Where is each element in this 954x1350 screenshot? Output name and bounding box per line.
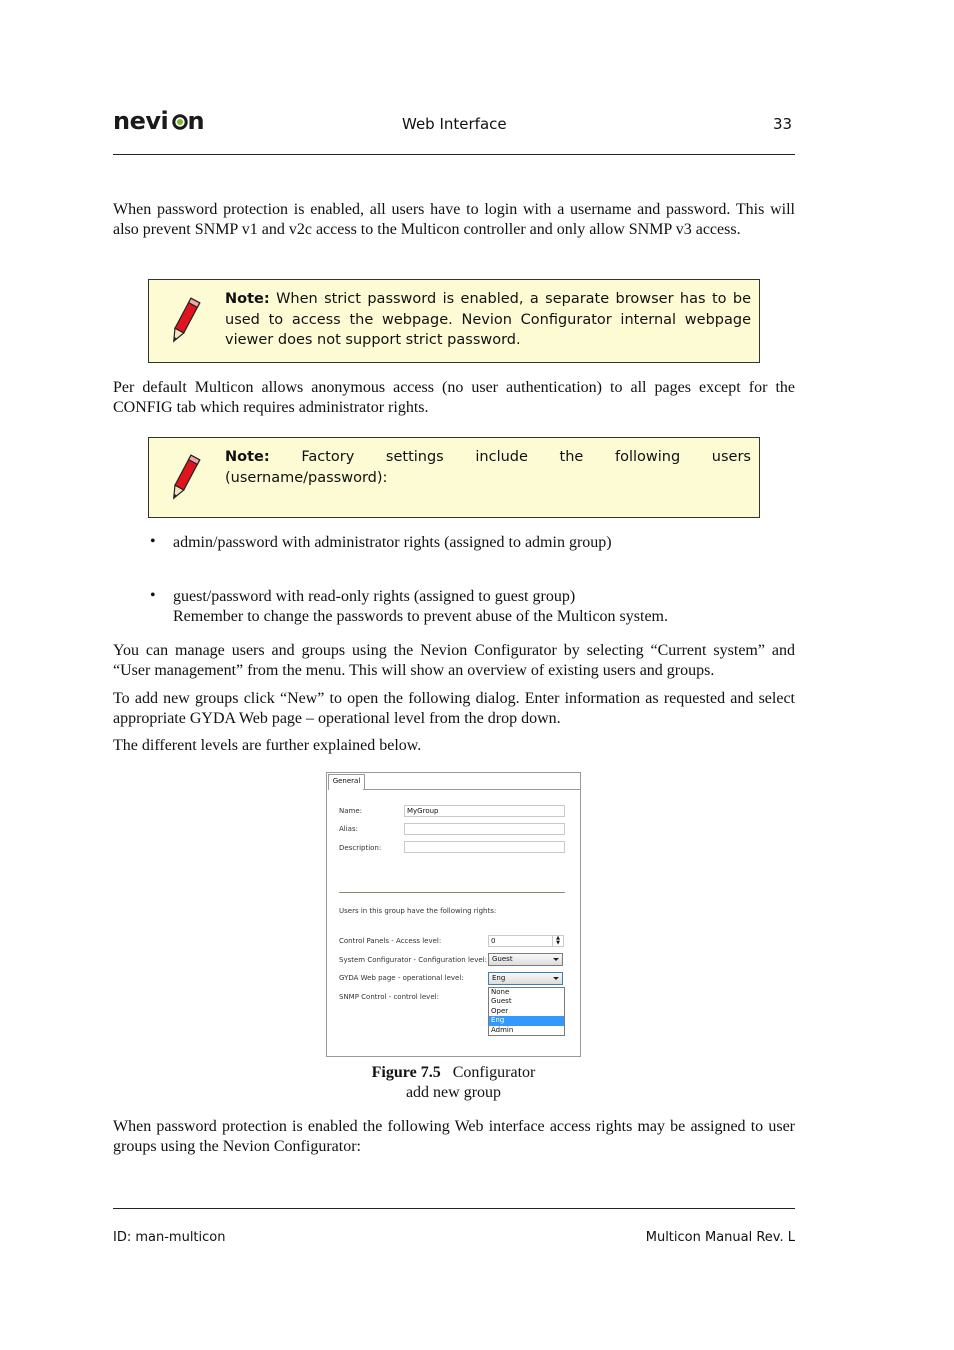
dropdown-option-oper[interactable]: Oper — [491, 1006, 509, 1015]
figure-caption-label: Figure 7.5 — [371, 1064, 441, 1081]
name-label: Name: — [339, 807, 363, 815]
note-text-strict-password — [225, 289, 751, 351]
page-number: 33 — [773, 115, 793, 133]
configurator-dialog-screenshot — [326, 772, 581, 1057]
dropdown-option-admin[interactable]: Admin — [491, 1025, 514, 1034]
chevron-down-icon — [553, 958, 559, 961]
dropdown-option-guest[interactable]: Guest — [491, 997, 512, 1006]
footer-manual-revision: Multicon Manual Rev. L — [645, 1230, 795, 1245]
pencil-icon — [167, 451, 203, 503]
nevion-logo-graphic — [113, 108, 207, 134]
paragraph-anonymous-access: Per default Multicon allows anonymous access (no user authentication) to all pages except for the CONFIG tab which requires administrator rights. — [113, 379, 795, 416]
note-text-factory-settings — [225, 447, 751, 488]
footer-document-id: ID: man-multicon — [113, 1230, 226, 1245]
system-configurator-label: System Configurator - Configuration level: — [339, 956, 487, 964]
figure-caption — [326, 1063, 581, 1083]
bullet-admin: admin/password with administrator rights (assigned to admin group) — [173, 534, 612, 551]
note-box-strict-password — [148, 279, 760, 363]
tab-general[interactable]: General — [328, 774, 365, 790]
system-configurator-select[interactable] — [488, 953, 563, 966]
bullet-guest-reminder: Remember to change the passwords to prevent abuse of the Multicon system. — [173, 608, 668, 625]
note-body: Factory settings include the following users (username/password): — [225, 449, 751, 486]
gyda-dropdown-list — [488, 987, 565, 1036]
note-box-factory-settings — [148, 437, 760, 518]
rights-heading: Users in this group have the following rights: — [339, 907, 497, 915]
name-input[interactable]: MyGroup — [404, 805, 565, 817]
gyda-select[interactable] — [488, 972, 563, 985]
snmp-label: SNMP Control - control level: — [339, 993, 439, 1001]
bullet-marker: • — [150, 533, 156, 550]
alias-label: Alias: — [339, 825, 358, 833]
description-input[interactable] — [404, 841, 565, 853]
paragraph-access-rights: When password protection is enabled the following Web interface access rights may be assigned to user groups using the Nevion Configurator: — [113, 1118, 795, 1155]
svg-text:nevi: nevi — [113, 108, 169, 134]
note-label: Note: — [225, 291, 270, 307]
figure-caption-line2: add new group — [405, 1084, 502, 1101]
footer-rule — [113, 1208, 795, 1209]
chevron-down-icon — [553, 977, 559, 980]
nevion-logo — [113, 108, 207, 134]
alias-input[interactable] — [404, 823, 565, 835]
paragraph-password-protection: When password protection is enabled, all users have to login with a username and password. This will also prevent SNMP v1 and v2c access to the Multicon controller and only allow SNMP v3 access. — [113, 201, 795, 238]
svg-text:n: n — [187, 108, 205, 134]
control-panels-label: Control Panels - Access level: — [339, 937, 442, 945]
system-configurator-value: Guest — [492, 955, 513, 963]
pencil-icon — [167, 294, 203, 346]
note-body: When strict password is enabled, a separate browser has to be used to access the webpage. Nevion Configurator internal webpage viewer does not support strict password. — [225, 291, 752, 348]
paragraph-levels: The different levels are further explained below. — [113, 737, 422, 754]
bullet-guest: guest/password with read-only rights (assigned to guest group) — [173, 588, 576, 605]
bullet-marker: • — [150, 587, 156, 604]
tab-divider — [363, 789, 580, 790]
figure-caption-text: Configurator — [452, 1064, 536, 1081]
header-title: Web Interface — [402, 115, 507, 133]
paragraph-manage-users: You can manage users and groups using the Nevion Configurator by selecting “Current system” and “User management” from the menu. This will show an overview of existing users and groups. — [113, 642, 795, 679]
dropdown-option-none[interactable]: None — [491, 988, 510, 996]
section-divider — [339, 892, 565, 893]
description-label: Description: — [339, 844, 382, 852]
header-rule — [113, 154, 795, 155]
control-panels-value: 0 — [491, 937, 496, 945]
gyda-label: GYDA Web page - operational level: — [339, 974, 464, 982]
paragraph-add-groups: To add new groups click “New” to open the following dialog. Enter information as requested and select appropriate GYDA Web page – operational level from the drop down. — [113, 690, 795, 727]
spinner-arrows-icon[interactable]: ▲ ▼ — [552, 936, 563, 946]
dropdown-option-eng[interactable]: Eng — [489, 1016, 564, 1025]
note-label: Note: — [225, 449, 270, 465]
gyda-value: Eng — [492, 974, 506, 982]
control-panels-spinner[interactable] — [488, 935, 564, 947]
